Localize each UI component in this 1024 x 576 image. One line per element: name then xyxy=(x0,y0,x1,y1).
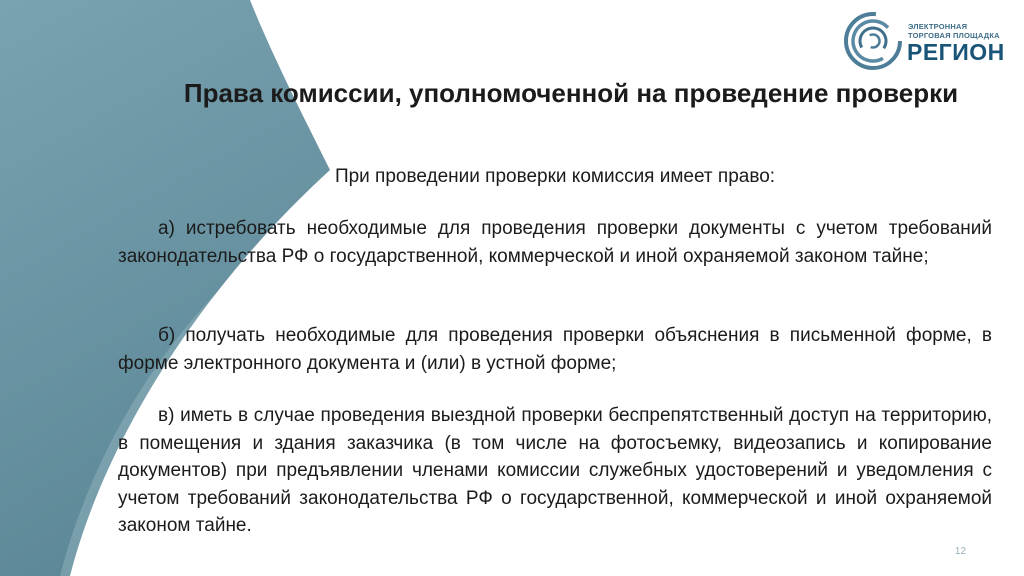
page-number: 12 xyxy=(954,546,966,557)
region-emblem-icon xyxy=(842,10,904,72)
slide-title: Права комиссии, уполномоченной на проведение проверки xyxy=(183,78,959,108)
paragraph-b: б) получать необходимые для проведения проверки объяснения в письменной форме, в форме электронного документа и (или) в устной форме; xyxy=(118,325,992,374)
logo-name: РЕГИОН xyxy=(907,39,1005,65)
region-logo xyxy=(842,10,1017,72)
logo-line-2: ТОРГОВАЯ ПЛОЩАДКА xyxy=(908,31,1000,40)
paragraph-a: а) истребовать необходимые для проведения проверки документы с учетом требований законодательства РФ о государственной, коммерческой и иной охраняемой законом тайне; xyxy=(118,218,992,267)
paragraph-c: в) иметь в случае проведения выездной проверки беспрепятственный доступ на территорию, в помещения и здания заказчика (в том числе на фотосъемку, видеозапись и копирование документов) при предъявлении членами комиссии служебных удостоверений и уведомления с учетом требований законодательства РФ о государственной, коммерческой и иной охраняемой законом тайне. xyxy=(118,405,992,536)
intro-text: При проведении проверки комиссия имеет право: xyxy=(334,166,776,187)
logo-line-1: ЭЛЕКТРОННАЯ xyxy=(908,22,968,31)
